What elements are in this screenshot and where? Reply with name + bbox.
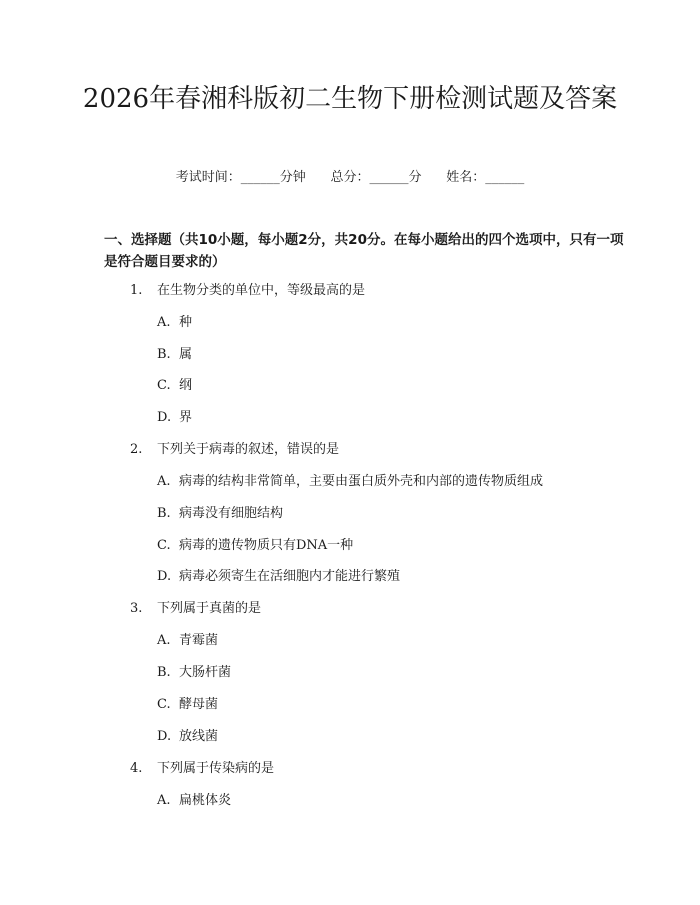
option-letter: A. — [157, 793, 171, 808]
option-text: 属 — [179, 347, 193, 362]
option-letter: C. — [157, 538, 171, 553]
question-text: 下列属于真菌的是 — [157, 601, 262, 616]
option-letter: A. — [157, 474, 171, 489]
option-text: 病毒没有细胞结构 — [179, 506, 284, 521]
option-letter: C. — [157, 378, 171, 393]
option-text: 病毒的结构非常简单，主要由蛋白质外壳和内部的遗传物质组成 — [179, 474, 544, 489]
question-number: 1. — [130, 283, 143, 298]
option-letter: C. — [157, 697, 171, 712]
option-text: 放线菌 — [179, 729, 219, 744]
option-text: 界 — [179, 410, 193, 425]
option-text: 酵母菌 — [179, 697, 219, 712]
option-letter: A. — [157, 315, 171, 330]
question-text: 在生物分类的单位中，等级最高的是 — [157, 283, 366, 298]
question-number: 3. — [130, 601, 143, 616]
option-letter: B. — [157, 347, 171, 362]
option-text: 青霉菌 — [179, 633, 219, 648]
option-text: 纲 — [179, 378, 193, 393]
question-text: 下列关于病毒的叙述，错误的是 — [157, 442, 340, 457]
option-text: 病毒的遗传物质只有DNA一种 — [179, 538, 354, 553]
option-letter: B. — [157, 506, 171, 521]
option-letter: D. — [157, 729, 172, 744]
document-title: 2026年春湘科版初二生物下册检测试题及答案 — [82, 84, 618, 114]
option-text: 扁桃体炎 — [179, 793, 232, 808]
exam-info-line: 考试时间：______分钟 总分：______分 姓名：______ — [175, 170, 525, 185]
option-text: 种 — [179, 315, 193, 330]
question-text: 下列属于传染病的是 — [157, 761, 275, 776]
option-letter: A. — [157, 633, 171, 648]
option-letter: D. — [157, 569, 172, 584]
section-heading: 一、选择题（共10小题，每小题2分，共20分。在每小题给出的四个选项中，只有一项是符合题目要求的） — [104, 232, 624, 270]
option-text: 病毒必须寄生在活细胞内才能进行繁殖 — [179, 569, 401, 584]
option-letter: D. — [157, 410, 172, 425]
option-letter: B. — [157, 665, 171, 680]
option-text: 大肠杆菌 — [179, 665, 232, 680]
question-number: 4. — [130, 761, 143, 776]
question-number: 2. — [130, 442, 143, 457]
